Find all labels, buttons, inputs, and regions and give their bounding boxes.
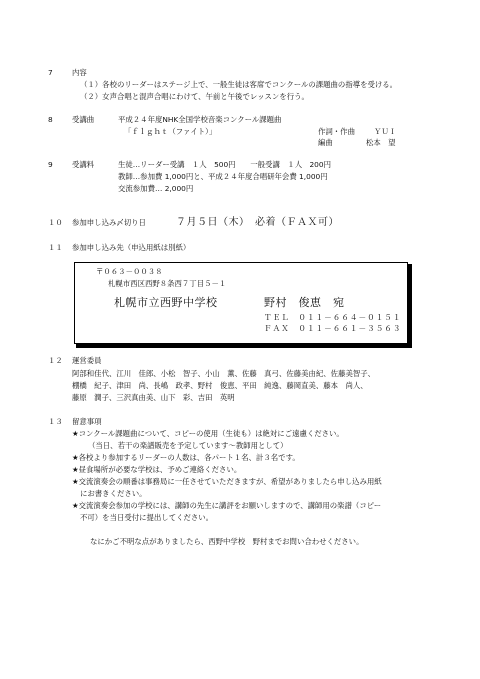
- telephone: ＴＥＬ ０１１－６６４－０１５１: [264, 313, 402, 322]
- committee-line-2: 棚橋 紀子、津田 尚、長嶋 政孝、野村 俊恵、平田 純逸、藤岡直美、藤本 尚人、: [72, 381, 368, 390]
- postal-code: 〒０６３－００３８: [96, 267, 163, 276]
- address-box-shadow-right: [408, 264, 412, 346]
- committee-line-1: 阿部和佳代、江川 佳郎、小松 智子、小山 薫、佐藤 真弓、佐藤美由紀、佐藤美智子、: [72, 369, 376, 378]
- note-1-sub: （当日、若干の楽譜販売を予定しています～教師用として）: [88, 441, 288, 450]
- section-9-line-1: 生徒…リーダー受講 １人 500円 一般受講 １人 200円: [118, 160, 331, 169]
- note-4-continued: にお書きください。: [80, 489, 147, 498]
- note-5-continued: 不可）を当日受付に提出してください。: [80, 513, 214, 522]
- note-4: ★交流演奏会の順番は事務局に一任させていただきますが、希望がありましたら申し込み用紙: [72, 477, 382, 486]
- section-8-arranger-label: 編曲: [318, 138, 333, 147]
- section-12-number: １２: [48, 356, 63, 365]
- section-10-deadline: ７月５日（木） 必着（ＦＡＸ可）: [176, 217, 339, 228]
- note-5: ★交流演奏会参加の学校には、講師の先生に講評をお願いしますので、講師用の楽譜（コピー: [72, 501, 382, 510]
- note-3: ★昼食場所が必要な学校は、予めご連絡ください。: [72, 465, 242, 474]
- section-8-arranger: 松本 望: [366, 138, 396, 147]
- section-9-title: 受講料: [72, 160, 95, 169]
- closing-note: なにかご不明な点がありましたら、西野中学校 野村までお問い合わせください。: [90, 537, 364, 546]
- fax: ＦＡＸ ０１１－６６１－３５６３: [264, 324, 402, 333]
- section-8-song: 「ｆｌｇｈｔ（ファイト）」: [124, 127, 217, 136]
- note-2: ★各校より参加するリーダーの人数は、各パート１名、計３名です。: [72, 453, 300, 462]
- section-7-title: 内容: [72, 68, 87, 77]
- address-box-shadow-bottom: [76, 344, 412, 348]
- section-11-number: １１: [48, 243, 63, 252]
- section-8-line-1: 平成２４年度NHK全国学校音楽コンクール課題曲: [118, 115, 282, 124]
- section-8-title: 受講曲: [72, 115, 95, 124]
- section-9-line-3: 交流参加費… 2,000円: [118, 184, 194, 193]
- section-13-title: 留意事項: [72, 417, 102, 426]
- committee-line-3: 藤原 潤子、三沢真由美、山下 彩、吉田 英明: [72, 393, 235, 402]
- contact-person: 野村 俊恵 宛: [264, 296, 345, 309]
- section-13-number: １３: [48, 417, 63, 426]
- school-name: 札幌市立西野中学校: [114, 296, 218, 309]
- section-8-composer-label: 作詞・作曲: [318, 127, 355, 136]
- note-1: ★コンクール課題曲について、コピーの使用（生徒も）は絶対にご遠慮ください。: [72, 429, 344, 438]
- section-7-line-2: （２）女声合唱と混声合唱にわけて、午前と午後でレッスンを行う。: [80, 92, 309, 101]
- section-9-line-2: 教師…参加費 1,000円と、平成２４年度合唱研年会費 1,000円: [118, 172, 328, 181]
- section-10-title: 参加申し込み〆切り日: [72, 218, 146, 227]
- section-10-number: １０: [48, 218, 63, 227]
- section-7-number: 7: [48, 68, 53, 77]
- section-7-line-1: （１）各校のリーダーはステージ上で、一般生徒は客席でコンクールの課題曲の指導を受ける。: [80, 80, 398, 89]
- address: 札幌市西区西野８条西７丁目５－１: [108, 279, 227, 288]
- section-11-title: 参加申し込み先（申込用紙は別紙）: [72, 243, 191, 252]
- section-8-composer: ＹＵＩ: [374, 127, 397, 136]
- section-12-title: 運営委員: [72, 356, 102, 365]
- section-9-number: 9: [48, 160, 53, 169]
- section-8-number: 8: [48, 115, 53, 124]
